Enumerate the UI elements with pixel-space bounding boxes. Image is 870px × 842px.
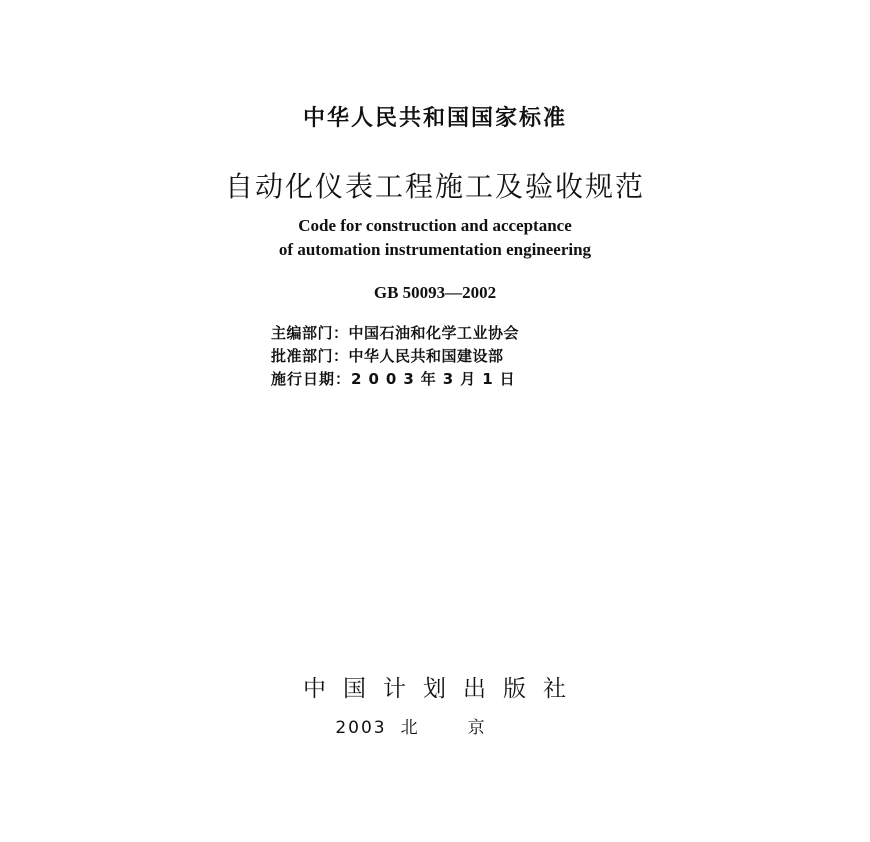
document-title-chinese: 自动化仪表工程施工及验收规范 [224,170,645,203]
document-title-english-line-2: of automation instrumentation engineering [278,240,592,259]
effective-date [271,368,522,389]
editor-department-value: 中国石油和化学工业协会 [348,324,520,342]
approver-department [271,345,504,366]
publication-city: 北京 [400,718,535,738]
editor-department [271,322,519,343]
editor-department-label: 主编部门： [271,324,349,342]
approver-department-value: 中华人民共和国建设部 [348,347,504,365]
effective-date-value: 2003年3月1日 [351,370,522,388]
standard-code: GB 50093—2002 [373,283,497,302]
document-title-english-line-1: Code for construction and acceptance [298,216,572,235]
publication-year: 2003 [335,718,387,738]
publication-info [0,713,870,738]
approver-department-label: 批准部门： [271,347,349,365]
standard-series: 中华人民共和国国家标准 [302,106,567,131]
publisher-name: 中国计划出版社 [303,676,583,702]
effective-date-label: 施行日期： [271,370,352,388]
